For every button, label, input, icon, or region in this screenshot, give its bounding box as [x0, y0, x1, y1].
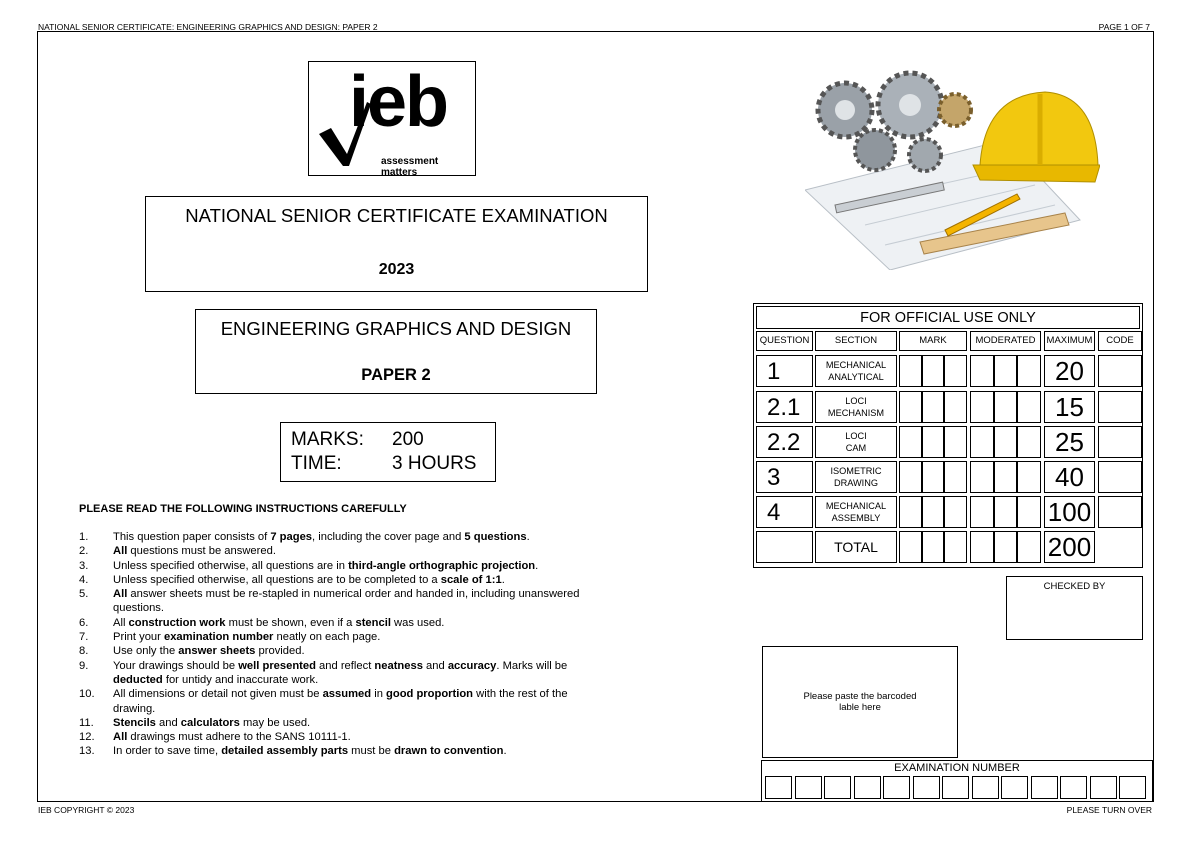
moderated-digit-cell[interactable] [970, 426, 994, 458]
total-mark-digit-cell[interactable] [944, 531, 967, 563]
examination-number-digit[interactable] [883, 776, 910, 799]
section-line: CAM [845, 443, 867, 453]
instruction-item [79, 616, 599, 630]
column-header: MODERATED [970, 331, 1041, 351]
column-header: MARK [899, 331, 967, 351]
total-maximum: 200 [1044, 531, 1095, 563]
official-use-table [753, 303, 1143, 568]
instruction-text: Unless specified otherwise, all questions are in [113, 559, 349, 572]
section-line: MECHANISM [827, 408, 885, 418]
instruction-text: accuracy [447, 659, 497, 672]
instruction-text: must be [348, 745, 395, 758]
instruction-text: . [535, 559, 539, 572]
instruction-text: assumed [322, 688, 372, 701]
section-line: ASSEMBLY [831, 513, 881, 523]
marks-time-box [280, 422, 496, 482]
instruction-item [79, 559, 599, 573]
section-line: DRAWING [833, 478, 879, 488]
instruction-number: 8. [79, 645, 89, 658]
instruction-item [79, 630, 599, 644]
instruction-text: , including the cover page and [312, 531, 465, 543]
moderated-digit-cell[interactable] [994, 391, 1018, 423]
instruction-text: . [503, 745, 507, 758]
instruction-number: 9. [79, 659, 89, 672]
maximum-marks: 25 [1044, 426, 1095, 458]
section-name [815, 496, 897, 528]
instruction-text: scale of 1:1 [440, 573, 502, 586]
instruction-number: 7. [79, 631, 89, 644]
section-line: LOCI [845, 396, 867, 406]
instruction-item [79, 573, 599, 587]
moderated-digit-cell[interactable] [1017, 391, 1041, 423]
column-header: MAXIMUM [1044, 331, 1095, 351]
exam-title-box [145, 196, 648, 292]
instruction-text: All [113, 545, 128, 558]
instruction-text: provided. [255, 645, 305, 658]
mark-digit-cell[interactable] [922, 461, 945, 493]
total-moderated-digit-cell[interactable] [970, 531, 994, 563]
instruction-text: 5 questions [464, 531, 527, 543]
instruction-number: 5. [79, 588, 89, 601]
moderated-digit-cell[interactable] [1017, 355, 1041, 387]
question-number: 2.1 [756, 391, 813, 423]
examination-number-box [761, 760, 1153, 802]
examination-number-digit[interactable] [1001, 776, 1028, 799]
instruction-number: 11. [79, 716, 94, 729]
instruction-text: All [113, 731, 128, 744]
instruction-item [79, 687, 599, 716]
mark-digit-cell[interactable] [944, 461, 967, 493]
code-cell[interactable] [1098, 355, 1142, 387]
instruction-text: Unless specified otherwise, all questions are to be completed to a [113, 573, 441, 586]
moderated-digit-cell[interactable] [994, 355, 1018, 387]
time-label: TIME: [291, 453, 342, 474]
code-cell[interactable] [1098, 496, 1142, 528]
examination-number-digit[interactable] [854, 776, 881, 799]
instruction-text: All [113, 588, 128, 601]
moderated-digit-cell[interactable] [970, 355, 994, 387]
section-line: MECHANICAL [825, 501, 887, 511]
instruction-text: third-angle orthographic projection [348, 559, 536, 572]
mark-digit-cell[interactable] [922, 496, 945, 528]
question-number: 2.2 [756, 426, 813, 458]
exam-year: 2023 [378, 261, 415, 278]
instruction-text: drawings must adhere to the SANS 10111-1. [127, 731, 351, 744]
instruction-text: neatness [374, 659, 423, 672]
instruction-text: neatly on each page. [273, 631, 381, 644]
maximum-marks: 15 [1044, 391, 1095, 423]
mark-digit-cell[interactable] [922, 355, 945, 387]
mark-digit-cell[interactable] [944, 391, 967, 423]
question-number: 4 [756, 496, 813, 528]
maximum-marks: 20 [1044, 355, 1095, 387]
marks-value: 200 [392, 429, 424, 450]
code-cell[interactable] [1098, 426, 1142, 458]
examination-number-digit[interactable] [824, 776, 851, 799]
examination-number-label: EXAMINATION NUMBER [894, 762, 1020, 774]
total-moderated-digit-cell[interactable] [1017, 531, 1041, 563]
instruction-text: was used. [390, 616, 445, 629]
instruction-item [79, 730, 599, 744]
question-number: 1 [756, 355, 813, 387]
instruction-text: examination number [163, 631, 274, 644]
instruction-item [79, 544, 599, 558]
mark-digit-cell[interactable] [899, 496, 922, 528]
section-name [815, 391, 897, 423]
instruction-number: 1. [79, 531, 89, 543]
mark-digit-cell[interactable] [944, 496, 967, 528]
section-name [815, 355, 897, 387]
instruction-text: construction work [128, 616, 226, 629]
moderated-digit-cell[interactable] [970, 391, 994, 423]
instruction-text: and [422, 659, 448, 672]
barcode-instruction: Please paste the barcoded lable here [803, 691, 917, 713]
column-header: SECTION [815, 331, 897, 351]
maximum-marks: 100 [1044, 496, 1095, 528]
instruction-text: and reflect [315, 659, 375, 672]
section-name [815, 461, 897, 493]
moderated-digit-cell[interactable] [994, 496, 1018, 528]
instruction-text: calculators [180, 716, 240, 729]
instruction-text: and [155, 716, 181, 729]
moderated-digit-cell[interactable] [994, 461, 1018, 493]
instruction-text: 7 pages [270, 531, 313, 543]
instruction-item [79, 659, 599, 688]
instruction-text: may be used. [239, 716, 311, 729]
section-line: ISOMETRIC [830, 466, 882, 476]
logo-tagline: assessment matters [381, 156, 439, 178]
paper-number: PAPER 2 [361, 366, 431, 384]
mark-digit-cell[interactable] [899, 461, 922, 493]
instruction-text: for untidy and inaccurate work. [162, 673, 319, 686]
examination-number-digit[interactable] [1119, 776, 1146, 799]
instruction-item [79, 530, 599, 544]
mark-digit-cell[interactable] [922, 391, 945, 423]
page-number: PAGE 1 OF 7 [1098, 22, 1150, 32]
examination-number-digit[interactable] [795, 776, 822, 799]
instruction-text: in [371, 688, 387, 701]
instruction-item [79, 744, 599, 758]
instruction-text: good proportion [386, 688, 474, 701]
instruction-text: answer sheets [178, 645, 256, 658]
instruction-item [79, 644, 599, 658]
instruction-text: All [113, 616, 129, 629]
mark-digit-cell[interactable] [899, 426, 922, 458]
copyright-footer: IEB COPYRIGHT © 2023 [38, 805, 135, 815]
moderated-digit-cell[interactable] [994, 426, 1018, 458]
moderated-digit-cell[interactable] [1017, 461, 1041, 493]
column-header: CODE [1098, 331, 1142, 351]
official-use-title: FOR OFFICIAL USE ONLY [756, 306, 1140, 329]
instruction-number: 2. [79, 545, 89, 558]
instruction-text: This question paper consists of [113, 531, 271, 543]
total-mark-digit-cell[interactable] [922, 531, 945, 563]
moderated-digit-cell[interactable] [970, 461, 994, 493]
instruction-text: Your drawings should be [113, 659, 239, 672]
instruction-text: . [526, 531, 530, 543]
maximum-marks: 40 [1044, 461, 1095, 493]
instruction-number: 13. [79, 745, 95, 758]
mark-digit-cell[interactable] [944, 355, 967, 387]
instruction-item [79, 716, 599, 730]
instruction-item [79, 587, 599, 616]
column-header: QUESTION [756, 331, 813, 351]
examination-number-digit[interactable] [765, 776, 792, 799]
instruction-number: 10. [79, 688, 95, 701]
code-cell[interactable] [1098, 391, 1142, 423]
page-header-title: NATIONAL SENIOR CERTIFICATE: ENGINEERING GRAPHICS AND DESIGN: PAPER 2 [38, 22, 378, 32]
barcode-area [762, 646, 958, 758]
question-number: 3 [756, 461, 813, 493]
instruction-text: answer sheets must be re-stapled in numerical order and handed in, including unanswered questions. [113, 588, 580, 615]
ieb-logo [308, 61, 476, 176]
total-moderated-digit-cell[interactable] [994, 531, 1018, 563]
subject-title: ENGINEERING GRAPHICS AND DESIGN [220, 318, 572, 339]
subject-box [195, 309, 597, 394]
examination-number-digit[interactable] [1090, 776, 1117, 799]
instructions-list [79, 530, 599, 759]
mark-digit-cell[interactable] [899, 391, 922, 423]
marks-label: MARKS: [291, 429, 364, 450]
instruction-number: 4. [79, 573, 89, 586]
instruction-text: deducted [113, 673, 163, 686]
engineering-illustration [805, 70, 1100, 270]
section-name [815, 426, 897, 458]
instruction-text: detailed assembly parts [221, 745, 349, 758]
checked-by-label: CHECKED BY [1043, 581, 1106, 592]
instruction-text: questions must be answered. [127, 545, 276, 558]
instruction-text: All dimensions or detail not given must be [113, 688, 323, 701]
time-value: 3 HOURS [392, 453, 477, 474]
code-cell[interactable] [1098, 461, 1142, 493]
hard-hat-icon [973, 92, 1100, 182]
instruction-number: 6. [79, 616, 89, 629]
instruction-number: 3. [79, 559, 89, 572]
instruction-text: In order to save time, [113, 745, 222, 758]
examination-number-digit[interactable] [972, 776, 999, 799]
mark-digit-cell[interactable] [899, 355, 922, 387]
examination-number-digit[interactable] [1060, 776, 1087, 799]
turn-over-footer: PLEASE TURN OVER [1066, 805, 1152, 815]
instruction-text: . [501, 573, 505, 586]
instruction-text: well presented [238, 659, 316, 672]
total-blank-cell [756, 531, 813, 563]
instruction-text: Use only the [113, 645, 179, 658]
instruction-number: 12. [79, 731, 95, 744]
instruction-text: Stencils [113, 716, 156, 729]
examination-number-digit[interactable] [913, 776, 940, 799]
section-line: LOCI [845, 431, 867, 441]
instruction-text: must be shown, even if a [225, 616, 356, 629]
instruction-text: stencil [355, 616, 391, 629]
moderated-digit-cell[interactable] [1017, 496, 1041, 528]
section-line: ANALYTICAL [828, 372, 884, 382]
examination-number-digit[interactable] [942, 776, 969, 799]
exam-title: NATIONAL SENIOR CERTIFICATE EXAMINATION [185, 205, 608, 226]
total-label: TOTAL [815, 531, 897, 563]
instruction-text: drawn to convention [394, 745, 504, 758]
mark-digit-cell[interactable] [944, 426, 967, 458]
instructions-heading: PLEASE READ THE FOLLOWING INSTRUCTIONS CAREFULLY [79, 503, 407, 515]
instruction-text: . Marks will be [496, 659, 568, 672]
section-line: MECHANICAL [825, 360, 887, 370]
instruction-text: with the rest of the drawing. [113, 688, 568, 715]
mark-digit-cell[interactable] [922, 426, 945, 458]
instruction-text: Print your [113, 631, 164, 644]
total-mark-digit-cell[interactable] [899, 531, 922, 563]
moderated-digit-cell[interactable] [1017, 426, 1041, 458]
examination-number-digit[interactable] [1031, 776, 1058, 799]
logo-wordmark: ieb [349, 62, 448, 142]
moderated-digit-cell[interactable] [970, 496, 994, 528]
checked-by-box[interactable] [1006, 576, 1143, 640]
